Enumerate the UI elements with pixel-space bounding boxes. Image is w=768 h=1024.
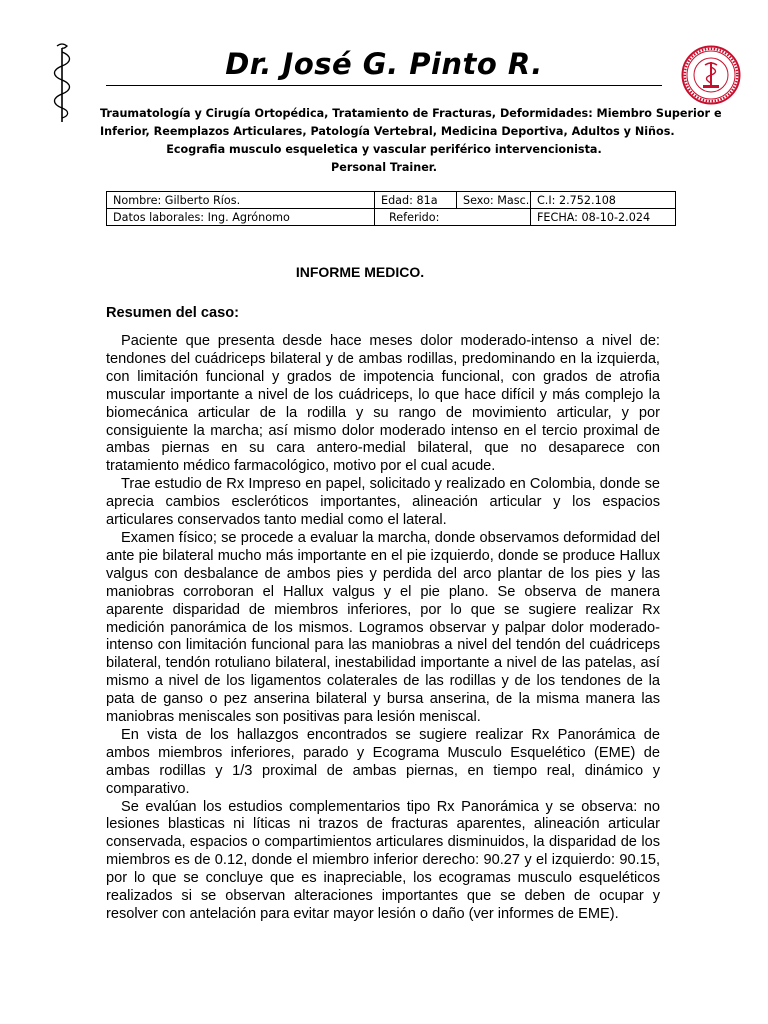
title-divider [106,85,662,86]
summary-heading: Resumen del caso: [106,305,240,321]
report-paragraph: Trae estudio de Rx Impreso en papel, solicitado y realizado en Colombia, donde se aprecia cambios escleróticos importantes, alineación articular y los espacios articulares conservados tanto medial como el lateral. [106,476,660,529]
patient-age: Edad: 81a [375,192,457,209]
doctor-name: Dr. José G. Pinto R. [225,47,543,81]
report-paragraph: Se evalúan los estudios complementarios tipo Rx Panorámica y se observa: no lesiones blasticas ni líticas ni trazos de fracturas aparentes, alineación articular conservada, espacios o compartimientos articulares disminuidos, la disparidad de los miembros es de 0.12, donde el miembro inferior derecho: 90.27 y el izquierdo: 90.15, por lo que se concluye que es inapreciable, los ecogramas musculo esqueléticos realizados si se observan alteraciones importantes que se deben de ocupar y resolver con antelación para evitar mayor lesión o daño (ver informes de EME). [106,798,660,922]
seal-icon [681,45,741,105]
report-paragraph: Paciente que presenta desde hace meses dolor moderado-intenso a nivel de: tendones del cuádriceps bilateral y de ambas rodillas, predominando en la izquierda, con limitación funcional y grados de impotencia funcional, con grados de atrofia muscular importante a nivel de los cuádriceps, lo que hace difícil y más complejo la biomecánica articular de la rodilla y su rango de movimiento articular, y por consiguiente la marcha; así mismo dolor moderado intenso en el tercio proximal de ambas piernas en su cara antero-medial bilateral, que no desaparece con tratamiento médico farmacológico, motivo por el cual acude. [106,333,660,475]
patient-sex: Sexo: Masc. [457,192,531,209]
report-body [106,333,660,924]
report-paragraph: Examen físico; se procede a evaluar la marcha, donde observamos deformidad del ante pie bilateral mucho más importante en el pie izquierdo, donde se produce Hallux valgus con desbalance de ambos pies y perdida del arco plantar de los pies y las maniobras corroboran el Hallux valgus y el pie plano. Se observa de manera aparente disparidad de miembros inferiores, por lo que se sugiere realizar Rx medición panorámica de los mismos. Logramos observar y palpar dolor moderado-intenso con limitación funcional para las maniobras a nivel del tendón del cuádriceps bilateral, tendón rotuliano bilateral, inestabilidad importante a nivel de las patelas, así mismo a nivel de los ligamentos colaterales de las rodillas y de los tendones de la pata de ganso o pez anserina bilateral y bursa anserina, de la misma manera las maniobras meniscales son positivas para lesión meniscal. [106,529,660,726]
specialties-line: Inferior, Reemplazos Articulares, Patología Vertebral, Medicina Deportiva, Adultos y Niños. [100,125,675,138]
patient-info-table [106,191,676,226]
caduceus-icon [50,42,74,126]
patient-row [107,192,676,209]
specialties-line: Traumatología y Cirugía Ortopédica, Tratamiento de Fracturas, Deformidades: Miembro Superior e [100,107,722,120]
patient-name: Nombre: Gilberto Ríos. [107,192,375,209]
specialties [100,105,722,177]
report-paragraph: En vista de los hallazgos encontrados se sugiere realizar Rx Panorámica de ambos miembros inferiores, parado y Ecograma Musculo Esquelético (EME) de ambas rodillas y 1/3 proximal de ambas piernas, en tiempo real, dinámico y comparativo. [106,726,660,797]
patient-work: Datos laborales: Ing. Agrónomo [107,209,375,226]
patient-row [107,209,676,226]
specialties-line: Personal Trainer. [331,161,437,174]
patient-referred: Referido: [375,209,531,226]
specialties-line: Ecografia musculo esqueletica y vascular periférico intervencionista. [166,143,602,156]
patient-ci: C.I: 2.752.108 [531,192,676,209]
report-date: FECHA: 08-10-2.024 [531,209,676,226]
report-title: INFORME MEDICO. [295,264,425,280]
